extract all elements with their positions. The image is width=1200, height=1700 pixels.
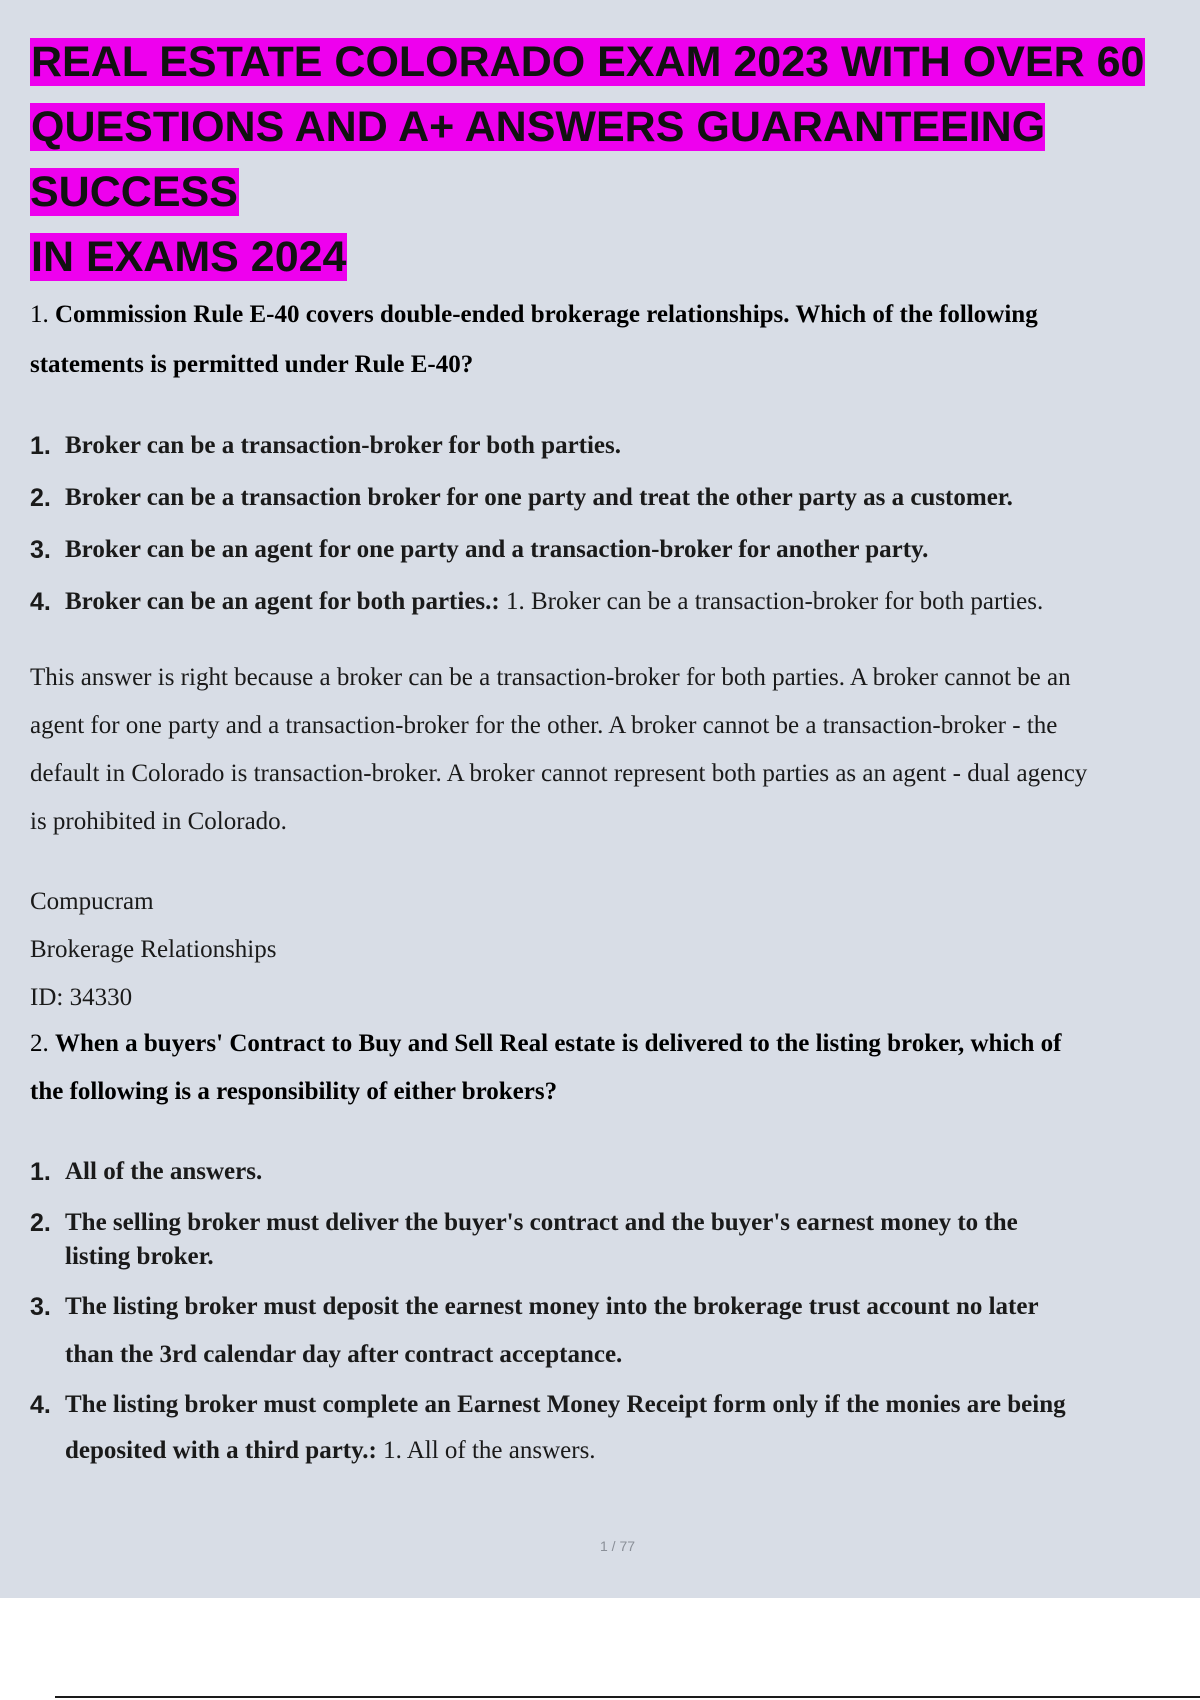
title-line-2: QUESTIONS AND A+ ANSWERS GUARANTEEING SUCCESS: [30, 103, 1046, 216]
option-text-line-1: The listing broker must deposit the earnest money into the brokerage trust account no later: [65, 1293, 1039, 1320]
option-number: 2.: [30, 1209, 51, 1237]
option-text: Broker can be a transaction-broker for both parties.: [65, 432, 622, 459]
page-indicator: 1 / 77: [599, 1538, 636, 1554]
question-2-option-3: [30, 1282, 1200, 1380]
option-text: Broker can be an agent for one party and a transaction-broker for another party.: [65, 536, 929, 563]
option-text-line-2: listing broker.: [65, 1243, 214, 1270]
question-1-option-4: [30, 576, 1200, 628]
page-content: [30, 30, 1200, 1476]
explanation-line-3: default in Colorado is transaction-broker. A broker cannot represent both parties as an agent - dual agency: [30, 760, 1088, 787]
question-2-option-1: [30, 1146, 1200, 1198]
question-2: [30, 1020, 1200, 1116]
option-text-line-1: The listing broker must complete an Earnest Money Receipt form only if the monies are being: [65, 1391, 1066, 1418]
footer-divider: [55, 1696, 1200, 1698]
explanation-line-4: is prohibited in Colorado.: [30, 808, 287, 835]
title-line-3: IN EXAMS 2024: [31, 233, 347, 281]
option-number: 4.: [30, 588, 51, 616]
question-1-option-3: [30, 524, 1200, 576]
explanation-line-1: This answer is right because a broker can be a transaction-broker for both parties. A broker cannot be an: [30, 664, 1071, 691]
question-1-text-line-2: statements is permitted under Rule E-40?: [30, 351, 474, 378]
option-text-line-2: than the 3rd calendar day after contract acceptance.: [65, 1341, 623, 1368]
question-1-number: 1.: [30, 301, 49, 328]
option-number: 4.: [30, 1391, 51, 1419]
question-2-text-line-1: When a buyers' Contract to Buy and Sell Real estate is delivered to the listing broker, which of: [55, 1030, 1062, 1057]
question-2-number: 2.: [30, 1030, 49, 1057]
question-2-option-4: [30, 1380, 1200, 1476]
option-number: 1.: [30, 1158, 51, 1186]
option-text: Broker can be an agent for both parties.:: [65, 588, 500, 615]
option-text: Broker can be a transaction broker for one party and treat the other party as a customer.: [65, 484, 1013, 511]
question-1-id: ID: 34330: [30, 984, 133, 1011]
question-1-option-2: [30, 472, 1200, 524]
option-text: All of the answers.: [65, 1158, 263, 1185]
question-1-meta: [30, 878, 1200, 1022]
question-1-topic: Brokerage Relationships: [30, 936, 277, 963]
question-1-source: Compucram: [30, 888, 154, 915]
question-1-text-line-1: Commission Rule E-40 covers double-ended brokerage relationships. Which of the following: [55, 301, 1038, 328]
question-1-answer: 1. Broker can be a transaction-broker for both parties.: [499, 588, 1044, 615]
option-text-line-1: The selling broker must deliver the buyer's contract and the buyer's earnest money to the: [65, 1209, 1018, 1236]
document-title: [30, 30, 1200, 290]
question-1: [30, 290, 1200, 390]
question-1-options: [30, 420, 1200, 628]
question-2-answer: 1. All of the answers.: [376, 1437, 596, 1464]
title-line-1: REAL ESTATE COLORADO EXAM 2023 WITH OVER 60: [31, 38, 1145, 86]
option-number: 2.: [30, 484, 51, 512]
question-2-text-line-2: the following is a responsibility of either brokers?: [30, 1078, 558, 1105]
option-number: 3.: [30, 536, 51, 564]
option-number: 1.: [30, 432, 51, 460]
question-1-option-1: [30, 420, 1200, 472]
explanation-line-2: agent for one party and a transaction-broker for the other. A broker cannot be a transaction-broker - the: [30, 712, 1058, 739]
option-number: 3.: [30, 1293, 51, 1321]
question-2-options: [30, 1146, 1200, 1476]
option-text-line-2: deposited with a third party.:: [65, 1437, 377, 1464]
question-1-explanation: [30, 654, 1200, 846]
question-2-option-2: [30, 1198, 1200, 1282]
